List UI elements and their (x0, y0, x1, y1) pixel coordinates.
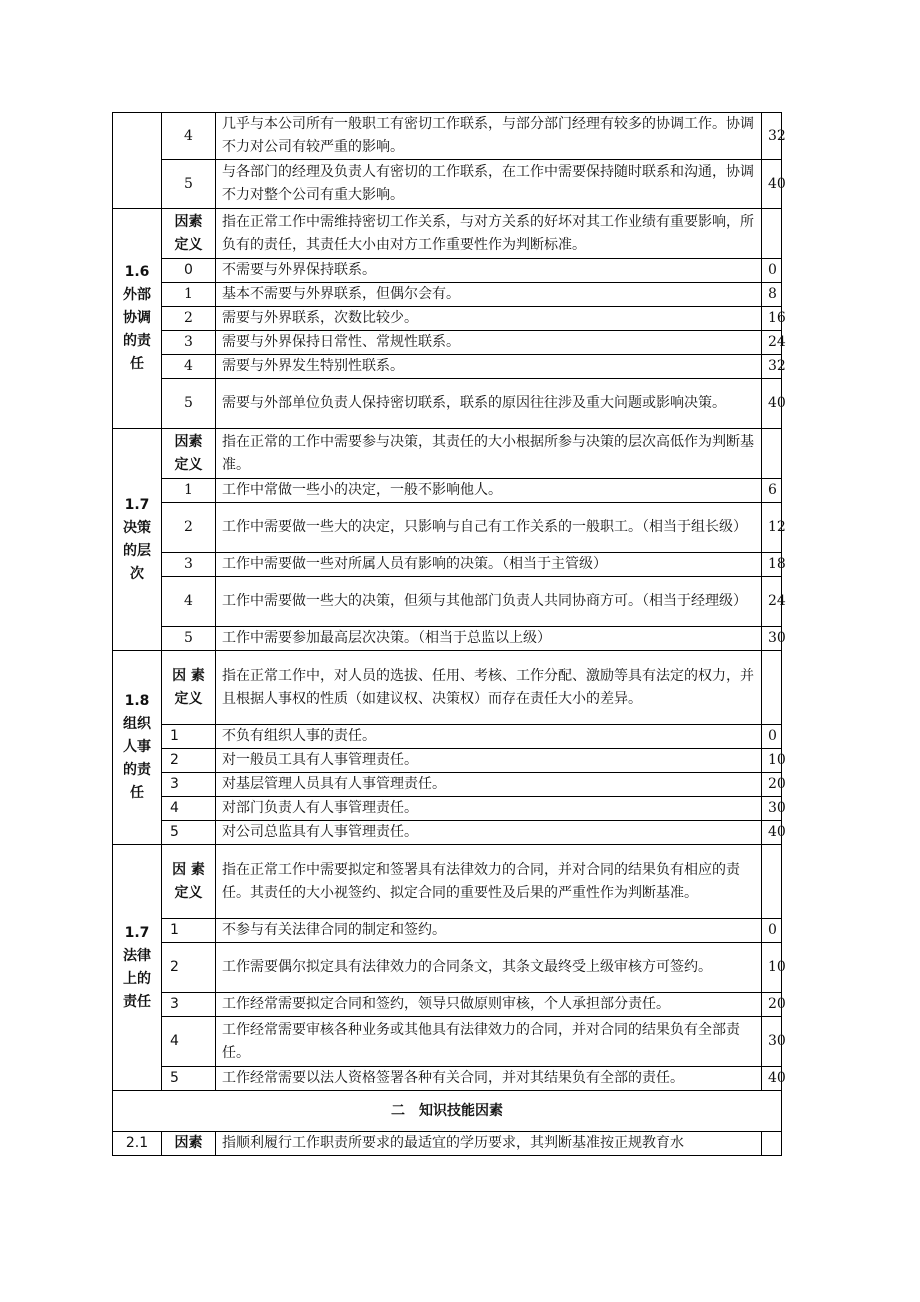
level-cell: 4 (162, 355, 216, 379)
table-row (113, 160, 782, 209)
level-cell: 3 (162, 331, 216, 355)
level-cell: 5 (162, 379, 216, 429)
table-row (113, 749, 782, 773)
table-row (113, 821, 782, 845)
score-cell: 12 (762, 503, 782, 553)
description-cell: 对基层管理人员具有人事管理责任。 (216, 773, 762, 797)
table-row (113, 113, 782, 160)
table-row (113, 259, 782, 283)
level-cell: 3 (162, 773, 216, 797)
score-cell: 30 (762, 797, 782, 821)
table-row (113, 1067, 782, 1091)
description-cell: 工作中需要参加最高层次决策。（相当于总监以上级） (216, 627, 762, 651)
score-cell: 40 (762, 1067, 782, 1091)
description-cell: 需要与外部单位负责人保持密切联系，联系的原因往往涉及重大问题或影响决策。 (216, 379, 762, 429)
score-cell (762, 209, 782, 259)
score-cell: 0 (762, 725, 782, 749)
factor-definition-label: 因 素 定义 (162, 651, 216, 725)
score-cell: 20 (762, 993, 782, 1017)
level-cell: 1 (162, 919, 216, 943)
table-row (113, 1091, 782, 1132)
description-cell: 不需要与外界保持联系。 (216, 259, 762, 283)
level-cell: 5 (162, 1067, 216, 1091)
description-cell: 对部门负责人有人事管理责任。 (216, 797, 762, 821)
level-cell: 4 (162, 577, 216, 627)
factor-definition-label: 因素 定义 (162, 429, 216, 479)
table-row (113, 209, 782, 259)
job-evaluation-table (112, 112, 786, 1156)
table-row (113, 797, 782, 821)
description-cell: 需要与外界保持日常性、常规性联系。 (216, 331, 762, 355)
section-label-1-7-decision: 1.7 决策 的层 次 (113, 429, 162, 651)
level-cell: 4 (162, 1017, 216, 1067)
description-cell: 对一般员工具有人事管理责任。 (216, 749, 762, 773)
section-cell-continued (113, 113, 162, 209)
description-cell: 几乎与本公司所有一般职工有密切工作联系，与部分部门经理有较多的协调工作。协调不力对公司有较严重的影响。 (216, 113, 762, 160)
score-cell: 30 (762, 1017, 782, 1067)
factor-definition-label: 因素 定义 (162, 209, 216, 259)
level-cell: 2 (162, 749, 216, 773)
score-cell: 0 (762, 259, 782, 283)
level-cell: 1 (162, 725, 216, 749)
level-cell: 1 (162, 283, 216, 307)
score-cell: 40 (762, 379, 782, 429)
score-cell: 10 (762, 749, 782, 773)
level-cell: 3 (162, 993, 216, 1017)
level-cell: 3 (162, 553, 216, 577)
description-cell: 工作经常需要拟定合同和签约，领导只做原则审核，个人承担部分责任。 (216, 993, 762, 1017)
table-row (113, 845, 782, 919)
table-row (113, 283, 782, 307)
description-cell: 工作中需要做一些大的决策，但须与其他部门负责人共同协商方可。（相当于经理级） (216, 577, 762, 627)
factor-definition-text: 指在正常工作中，对人员的选拔、任用、考核、工作分配、激励等具有法定的权力，并且根据人事权的性质（如建议权、决策权）而存在责任大小的差异。 (216, 651, 762, 725)
level-cell: 5 (162, 160, 216, 209)
level-cell: 5 (162, 627, 216, 651)
factor-definition-text: 指在正常的工作中需要参与决策，其责任的大小根据所参与决策的层次高低作为判断基准。 (216, 429, 762, 479)
score-cell (762, 651, 782, 725)
level-cell: 5 (162, 821, 216, 845)
score-cell: 20 (762, 773, 782, 797)
table-row (113, 773, 782, 797)
description-cell: 工作经常需要审核各种业务或其他具有法律效力的合同，并对合同的结果负有全部责任。 (216, 1017, 762, 1067)
score-cell: 8 (762, 283, 782, 307)
score-cell: 30 (762, 627, 782, 651)
level-cell: 2 (162, 503, 216, 553)
description-cell: 工作中常做一些小的决定，一般不影响他人。 (216, 479, 762, 503)
table-row (113, 919, 782, 943)
score-cell: 0 (762, 919, 782, 943)
table-row (113, 1017, 782, 1067)
description-cell: 不参与有关法律合同的制定和签约。 (216, 919, 762, 943)
description-cell: 不负有组织人事的责任。 (216, 725, 762, 749)
description-cell: 与各部门的经理及负责人有密切的工作联系，在工作中需要保持随时联系和沟通，协调不力对整个公司有重大影响。 (216, 160, 762, 209)
table-row (113, 307, 782, 331)
section-label-1-8: 1.8 组织 人事 的责 任 (113, 651, 162, 845)
description-cell: 工作需要偶尔拟定具有法律效力的合同条文，其条文最终受上级审核方可签约。 (216, 943, 762, 993)
table-row (113, 479, 782, 503)
table-row (113, 553, 782, 577)
table-row (113, 503, 782, 553)
score-cell: 16 (762, 307, 782, 331)
factor-definition-label: 因 素 定义 (162, 845, 216, 919)
score-cell: 40 (762, 821, 782, 845)
level-cell: 1 (162, 479, 216, 503)
section-label-1-7-legal: 1.7 法律 上的 责任 (113, 845, 162, 1091)
factor-definition-label: 因素 (162, 1132, 216, 1156)
score-cell: 18 (762, 553, 782, 577)
section-heading-knowledge-skills: 二 知识技能因素 (113, 1091, 782, 1132)
table-row (113, 627, 782, 651)
description-cell: 需要与外界发生特别性联系。 (216, 355, 762, 379)
table-row (113, 993, 782, 1017)
score-cell (762, 1132, 782, 1156)
table-row (113, 725, 782, 749)
factor-definition-text: 指在正常工作中需维持密切工作关系，与对方关系的好坏对其工作业绩有重要影响，所负有的责任，其责任大小由对方工作重要性作为判断标准。 (216, 209, 762, 259)
table-row (113, 943, 782, 993)
score-cell: 32 (762, 113, 782, 160)
description-cell: 基本不需要与外界联系，但偶尔会有。 (216, 283, 762, 307)
description-cell: 对公司总监具有人事管理责任。 (216, 821, 762, 845)
table-row (113, 1132, 782, 1156)
description-cell: 需要与外界联系，次数比较少。 (216, 307, 762, 331)
section-label-2-1: 2.1 (113, 1132, 162, 1156)
score-cell: 32 (762, 355, 782, 379)
factor-definition-text: 指在正常工作中需要拟定和签署具有法律效力的合同，并对合同的结果负有相应的责任。其责任的大小视签约、拟定合同的重要性及后果的严重性作为判断基准。 (216, 845, 762, 919)
level-cell: 4 (162, 797, 216, 821)
level-cell: 2 (162, 943, 216, 993)
level-cell: 4 (162, 113, 216, 160)
score-cell: 24 (762, 331, 782, 355)
description-cell: 工作中需要做一些大的决定，只影响与自己有工作关系的一般职工。（相当于组长级） (216, 503, 762, 553)
table-row (113, 379, 782, 429)
table-row (113, 355, 782, 379)
table-row (113, 577, 782, 627)
level-cell: 0 (162, 259, 216, 283)
factor-definition-text: 指顺利履行工作职责所要求的最适宜的学历要求，其判断基准按正规教育水 (216, 1132, 762, 1156)
score-cell: 6 (762, 479, 782, 503)
score-cell: 10 (762, 943, 782, 993)
score-cell (762, 429, 782, 479)
description-cell: 工作中需要做一些对所属人员有影响的决策。（相当于主管级） (216, 553, 762, 577)
level-cell: 2 (162, 307, 216, 331)
section-label-1-6: 1.6 外部 协调 的责 任 (113, 209, 162, 429)
table-row (113, 331, 782, 355)
table-row (113, 651, 782, 725)
score-cell: 40 (762, 160, 782, 209)
table-row (113, 429, 782, 479)
score-cell (762, 845, 782, 919)
description-cell: 工作经常需要以法人资格签署各种有关合同，并对其结果负有全部的责任。 (216, 1067, 762, 1091)
score-cell: 24 (762, 577, 782, 627)
